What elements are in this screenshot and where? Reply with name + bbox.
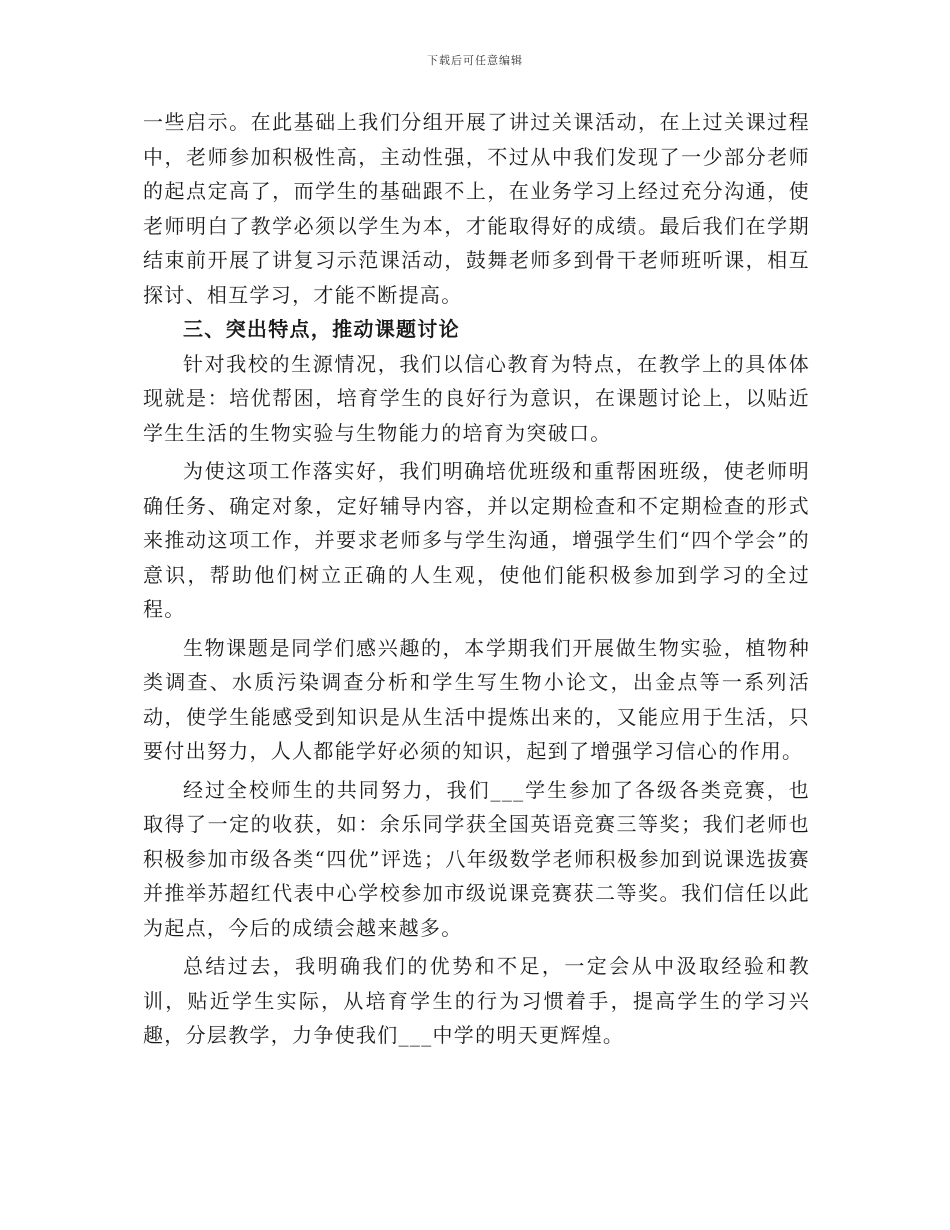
document-body (143, 105, 810, 1053)
page-header: 下载后可任意编辑 (427, 54, 523, 67)
section-heading: 三、突出特点，推动课题讨论 (183, 317, 460, 341)
paragraph-continuation: 一些启示。在此基础上我们分组开展了讲过关课活动，在上过关课过程中，老师参加积极性高，主动性强，不过从中我们发现了一少部分老师的起点定高了，而学生的基础跟不上，在业务学习上经过充分沟通，使老师明白了教学必须以学生为本，才能取得好的成绩。最后我们在学期结束前开展了讲复习示范课活动，鼓舞老师多到骨干老师班听课，相互探讨、相互学习，才能不断提高。 (143, 110, 810, 307)
paragraph-implementation: 为使这项工作落实好，我们明确培优班级和重帮困班级，使老师明确任务、确定对象，定好辅导内容，并以定期检查和不定期检查的形式来推动这项工作，并要求老师多与学生沟通，增强学生们“四个学会”的意识，帮助他们树立正确的人生观，使他们能积极参加到学习的全过程。 (143, 459, 810, 621)
paragraph-summary: 总结过去，我明确我们的优势和不足，一定会从中汲取经验和教训，贴近学生实际，从培育学生的行为习惯着手，提高学生的学习兴趣，分层教学，力争使我们___中学的明天更辉煌。 (143, 954, 810, 1047)
paragraph-biology-topic: 生物课题是同学们感兴趣的，本学期我们开展做生物实验，植物种类调查、水质污染调查分析和学生写生物小论文，出金点等一系列活动，使学生能感受到知识是从生活中提炼出来的，又能应用于生活，只要付出努力，人人都能学好必须的知识，起到了增强学习信心的作用。 (143, 635, 810, 763)
paragraph-student-source: 针对我校的生源情况，我们以信心教育为特点，在教学上的具体体现就是：培优帮困，培育学生的良好行为意识，在课题讨论上，以贴近学生生活的生物实验与生物能力的培育为突破口。 (143, 351, 810, 445)
paragraph-achievements: 经过全校师生的共同努力，我们___学生参加了各级各类竞赛，也取得了一定的收获，如：余乐同学获全国英语竞赛三等奖；我们老师也积极参加市级各类“四优”评选；八年级数学老师积极参加到说课选拔赛并推举苏超红代表中心学校参加市级说课竞赛获二等奖。我们信任以此为起点，今后的成绩会越来越多。 (143, 777, 810, 940)
